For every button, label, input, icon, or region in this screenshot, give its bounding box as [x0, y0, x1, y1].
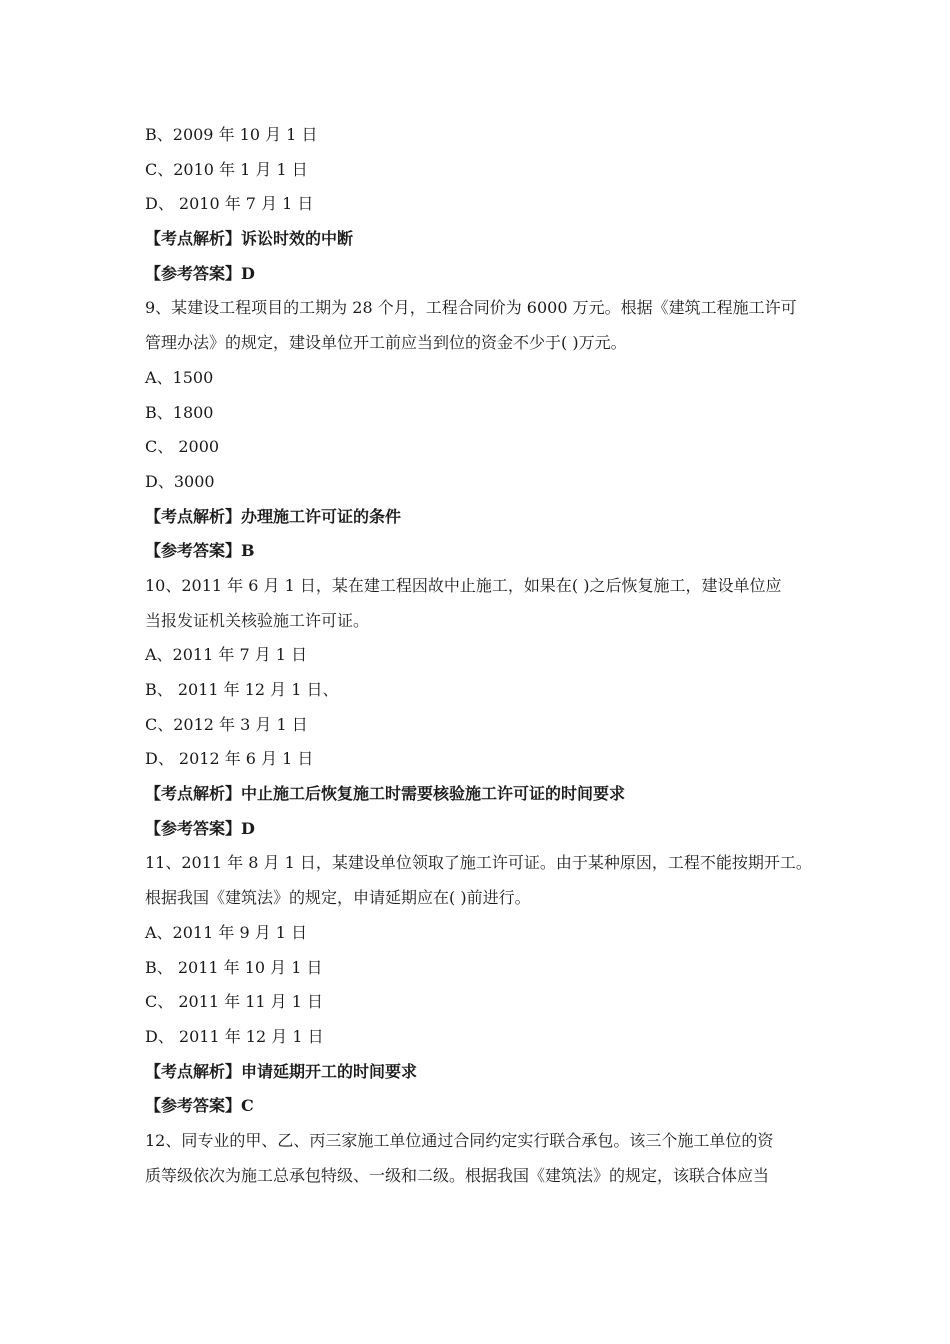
answer-label-line: 【考点解析】诉讼时效的中断 [145, 229, 354, 249]
answer-label-line: 【考点解析】办理施工许可证的条件 [145, 506, 402, 526]
text-line: C、 2000 [145, 437, 220, 457]
answer-label-line: 【参考答案】C [145, 1096, 254, 1116]
answer-label-line: 【考点解析】申请延期开工的时间要求 [145, 1061, 418, 1081]
text-line: 11、2011 年 8 月 1 日，某建设单位领取了施工许可证。由于某种原因，工程不能按期开工。 [145, 853, 812, 873]
text-line: 当报发证机关核验施工许可证。 [145, 610, 370, 630]
answer-label-line: 【参考答案】B [145, 541, 255, 561]
text-line: B、2009 年 10 月 1 日 [145, 125, 318, 144]
text-line: 9、某建设工程项目的工期为 28 个月，工程合同价为 6000 万元。根据《建筑工程施工许可 [145, 298, 797, 318]
text-line: B、1800 [145, 402, 214, 422]
text-line: 10、2011 年 6 月 1 日，某在建工程因故中止施工，如果在( )之后恢复施工，建设单位应 [145, 575, 782, 595]
text-line: 质等级依次为施工总承包特级、一级和二级。根据我国《建筑法》的规定，该联合体应当 [145, 1165, 770, 1185]
text-line: D、 2011 年 12 月 1 日 [145, 1026, 324, 1046]
answer-label-line: 【考点解析】中止施工后恢复施工时需要核验施工许可证的时间要求 [145, 784, 626, 804]
text-line: A、2011 年 9 月 1 日 [145, 922, 308, 942]
text-line: 管理办法》的规定，建设单位开工前应当到位的资金不少于( )万元。 [145, 333, 627, 353]
text-line: D、 2010 年 7 月 1 日 [145, 194, 314, 214]
text-line: 根据我国《建筑法》的规定，申请延期应在( )前进行。 [145, 888, 531, 908]
text-line: B、 2011 年 10 月 1 日 [145, 957, 323, 977]
text-line: A、2011 年 7 月 1 日 [145, 645, 308, 665]
document-body [145, 118, 825, 1193]
text-line: C、2012 年 3 月 1 日 [145, 714, 308, 734]
text-line: D、 2012 年 6 月 1 日 [145, 749, 314, 769]
text-line: A、1500 [145, 367, 214, 387]
answer-label-line: 【参考答案】D [145, 263, 255, 283]
text-line: B、 2011 年 12 月 1 日、 [145, 680, 339, 699]
text-line: C、 2011 年 11 月 1 日 [145, 992, 324, 1012]
text-line: 12、同专业的甲、乙、丙三家施工单位通过合同约定实行联合承包。该三个施工单位的资 [145, 1130, 774, 1150]
text-line: C、2010 年 1 月 1 日 [145, 159, 308, 179]
answer-label-line: 【参考答案】D [145, 818, 255, 838]
text-line: D、3000 [145, 471, 215, 491]
